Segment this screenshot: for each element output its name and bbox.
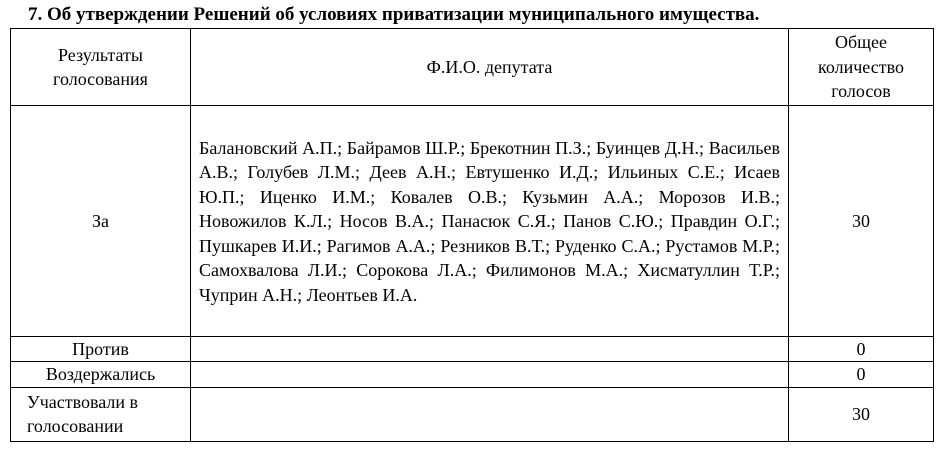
table-header-row [11, 29, 934, 106]
vote-count: 0 [789, 362, 934, 387]
header-results: Результаты голосования [11, 29, 191, 106]
result-label: Против [11, 337, 191, 362]
deputy-names [191, 362, 789, 387]
table-row [11, 337, 934, 362]
table-row [11, 387, 934, 441]
result-label: Участвовали в голосовании [11, 387, 191, 441]
voting-results-table [10, 28, 934, 442]
table-row [11, 106, 934, 337]
header-total: Общее количество голосов [789, 29, 934, 106]
section-heading: 7. Об утверждении Решений об условиях приватизации муниципального имущества. [28, 4, 760, 25]
table-row [11, 362, 934, 387]
vote-count: 0 [789, 337, 934, 362]
result-label: Воздержались [11, 362, 191, 387]
vote-count: 30 [789, 106, 934, 337]
result-label: За [11, 106, 191, 337]
header-fio: Ф.И.О. депутата [191, 29, 789, 106]
deputy-names [191, 337, 789, 362]
deputy-names [191, 387, 789, 441]
vote-count: 30 [789, 387, 934, 441]
deputy-names: Балановский А.П.; Байрамов Ш.Р.; Брекотнин П.З.; Буинцев Д.Н.; Васильев А.В.; Голубев Л.М.; Деев А.Н.; Евтушенко И.Д.; Ильиных С.Е.; Исаев Ю.П.; Иценко И.М.; Ковалев О.В.; Кузьмин А.А.; Морозов И.В.; Новожилов К.Л.; Носов В.А.; Панасюк С.Я.; Панов С.Ю.; Правдин О.Г.; Пушкарев И.И.; Рагимов А.А.; Резников В.Т.; Руденко С.А.; Рустамов М.Р.; Самохвалова Л.И.; Сорокова Л.А.; Филимонов М.А.; Хисматуллин Т.Р.; Чуприн А.Н.; Леонтьев И.А. [191, 106, 789, 337]
